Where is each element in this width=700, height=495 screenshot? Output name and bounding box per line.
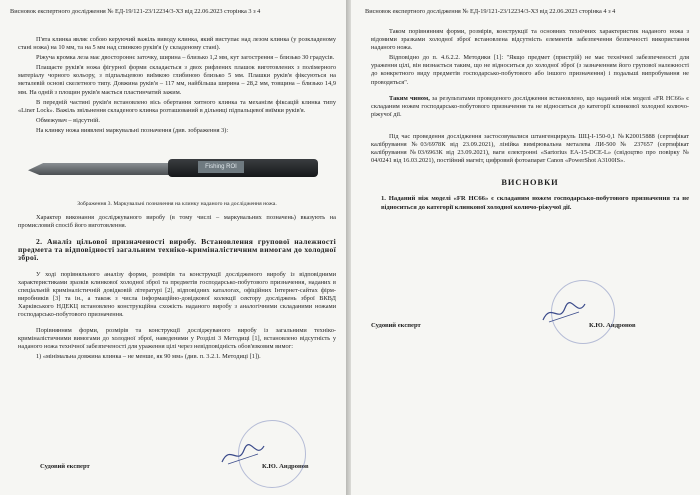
paragraph: Відповідно до п. 4.6.2.2. Методики [1]: "Якщо предмет (пристрій) не має технічної забезпеченості для ураження цілі, він визнається таким, що не відноситься до холодної зброї (з зазначенням його групової належності до конкретного виду предметів господарсько-побутового або іншого призначення) і подальші випробування не проводяться".	[371, 54, 689, 86]
paragraph: Під час проведення дослідження застосовувалися штангенциркуль ШЦ-І-150-0,1 №К20015888 (сертифікат калібрування №03/6978К від 23.09.2021), лінійка вимірювальна металева ЛИ-500 № 237657 (сертифікат калібрування №03/6963К від 23.09.2021), ваги електронні «Sartorius EA-15-DCE-L» (свідоцтво про повірку № 04/0241 від 16.03.2021), постійний магніт, цифровий фотоапарат Canon «PowerShot A3100IS».	[371, 132, 689, 165]
page-3	[0, 0, 346, 495]
paragraph: Характер виконання досліджуваного виробу (в тому числі – маркувальних позначень) вказують на промисловий спосіб його виготовлення.	[18, 214, 336, 230]
list-item: 1) «мінімальна довжина клинка – не менше, як 90 мм» (див. п. 3.2.1. Методиці [1]).	[36, 353, 261, 361]
paragraph	[371, 95, 689, 119]
signature-role: Судовий експерт	[40, 463, 90, 470]
paragraph: Ріжуча кромка леза має двостороннє заточку, ширина – близько 1,2 мм, кут загострення – близько 30 градусів.	[36, 54, 335, 62]
paragraph-text: за результатами проведеного дослідження встановлено, що наданий ніж моделі «FR НС66» є складаним ножем господарсько-побутового призначення та не відноситься до категорії клинкової холодної колючо-ріжучої дії.	[371, 94, 689, 118]
page-header: Висновок експертного дослідження № ЕД-19/121-23/12234/3-ХЗ від 22.06.2023 сторінка 3 з 4	[10, 8, 261, 15]
signature-role: Судовий експерт	[371, 322, 421, 329]
paragraph: Обмежувач – відсутній.	[36, 116, 100, 124]
paragraph: П'ята клинка являє собою керуючий важіль виводу клинка, який виступає над лезом клинка (у розкладеному стані ножа) на 10 мм, та на 5 мм над спинкою руків'я (у складеному стані).	[18, 36, 336, 52]
paragraph: На клинку ножа виявлені маркувальні позначення (див. зображення 3):	[36, 126, 229, 134]
page-header: Висновок експертного дослідження № ЕД-19/121-23/12234/3-ХЗ від 22.06.2023 сторінка 4 з 4	[365, 8, 616, 15]
page-body	[371, 28, 689, 215]
official-stamp	[551, 280, 615, 344]
section-title: 2. Аналіз цільової призначеності виробу. Встановлення групової належності предмета та відповідності загальним техніко-криміналістичним вимогам до холодної зброї.	[18, 237, 336, 263]
signature-name: К.Ю. Андронов	[262, 463, 309, 470]
signature-name: К.Ю. Андронов	[589, 322, 636, 329]
paragraph: Порівнянням форми, розмірів та конструкції досліджуваного виробу із загальними техніко-криміналістичними вимогами до холодної зброї, наведеними у Розділі 3 Методиці [1], встановлено відсутність у наданого ножа технічної забезпеченості для ураження цілі через невідповідність обов'язковим вимог:	[18, 327, 336, 351]
paragraph: Плащаєте руків'я ножа фігурної форми складається з двох рифлених плашок виготовлених з полімерного матеріалу чорного кольору, з підпальцевою виїмкою глибиною близько 5 мм. Плашки руків'я фіксуються на металевій основі скелетного типу. Довжина руків'я – 117 мм, найбільша ширина – 28,2 мм, товщина – близько 14,9 мм. На одній з площин руків'я мається пластинчатий зажим.	[18, 64, 336, 96]
page-body	[18, 36, 336, 363]
blade-marking: Fishing ROI	[198, 161, 244, 173]
conclusions-title: ВИСНОВКИ	[501, 178, 559, 188]
official-stamp	[238, 420, 306, 488]
knife-photo	[18, 139, 336, 197]
page-4	[351, 0, 700, 495]
paragraph: В передній частині руків'я встановлено вісь обертання хитного клинка та механізм фіксацій клинка типу «Liner Lock». Важіль звільнення складеного клинка розташований в дільниці підпальцевої виїмки руків'я.	[18, 98, 336, 114]
paragraph: Таком порівнянням форми, розмірів, конструкції та основних технічних характеристик наданого ножа з відомими зразками холодної зброї встановлена відсутність елементів забезпечення безпечності використання наданого ножа.	[371, 28, 689, 52]
figure-caption: Зображення 3. Маркувальні позначення на клинку наданого на дослідження ножа.	[77, 201, 277, 208]
emphasis: Таким чином,	[389, 94, 430, 102]
paragraph: У ході порівняльного аналізу форми, розмірів та конструкції дослідженого виробу із відповідними характеристиками зразків клинкової холодної зброї та предметів господарсько-побутового призначення, наданих в спеціальній криміналістичній довідковій літературі [2], відповідних каталогах, офіційних Інтернет-сайтах фірм-виробників [3] та ін., а також з числа інформаційно-довідкової колекції сектору досліджень зброї ВКВД Харківського НДЕКЦ встановлено конструкційна схожість наданого виробу з аналогічними складаними ножами господарсько-побутового призначення.	[18, 270, 336, 318]
conclusion-item: 1. Наданий ніж моделі «FR НС66» є складаним ножем господарсько-побутового призначення та не відноситься до категорії клинкової холодної колючо-ріжучої дії.	[381, 195, 689, 211]
